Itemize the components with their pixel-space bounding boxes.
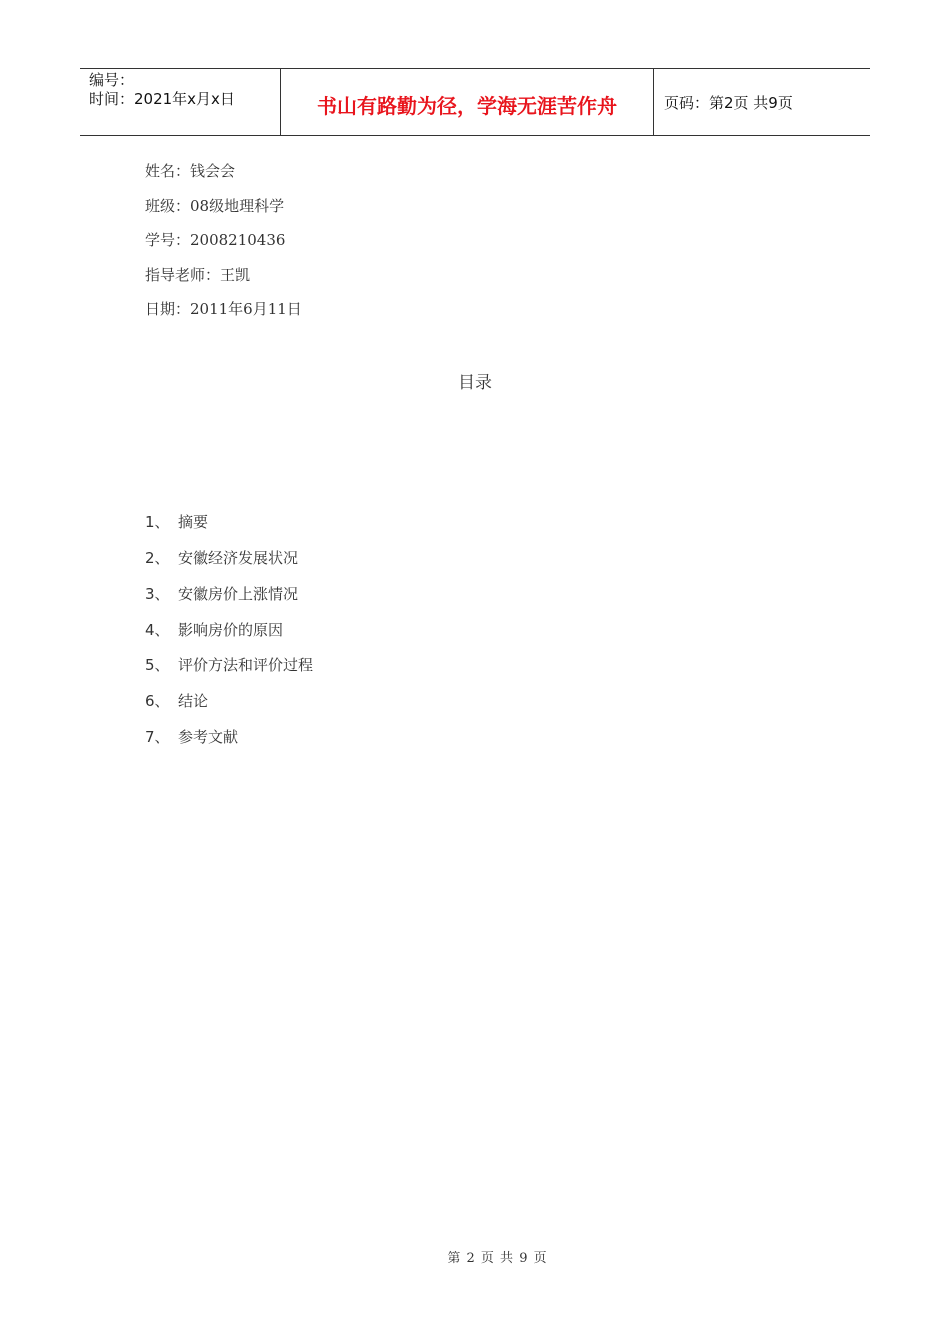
page-footer: 第 2 页 共 9 页 (447, 1251, 548, 1266)
toc-item (145, 691, 208, 711)
toc-item-number: 5、 (145, 656, 170, 674)
toc-item (145, 548, 298, 568)
toc-item-number: 2、 (145, 549, 170, 567)
toc-item-number: 7、 (145, 728, 170, 746)
toc-item-label: 结论 (178, 692, 209, 710)
student-id: 学号：2008210436 (145, 231, 286, 249)
report-date: 日期：2011年6月11日 (145, 300, 302, 318)
toc-title: 目录 (458, 373, 492, 393)
header-left-cell (80, 69, 281, 135)
toc-item-number: 3、 (145, 585, 170, 603)
header-page-info: 页码：第2页 共9页 (664, 94, 793, 112)
toc-item-number: 4、 (145, 621, 170, 639)
student-class: 班级：08级地理科学 (145, 197, 285, 215)
toc-item-label: 评价方法和评价过程 (178, 656, 314, 674)
toc-item-number: 1、 (145, 513, 170, 531)
toc-item (145, 584, 298, 604)
toc-item-label: 安徽房价上涨情况 (178, 585, 299, 603)
toc-item (145, 655, 313, 675)
time-label: 时间：2021年x月x日 (89, 90, 235, 108)
toc-item (145, 727, 238, 747)
serial-label: 编号： (89, 71, 135, 89)
header-motto: 书山有路勤为径，学海无涯苦作舟 (281, 69, 654, 135)
toc-item (145, 620, 283, 640)
toc-item-number: 6、 (145, 692, 170, 710)
toc-item-label: 安徽经济发展状况 (178, 549, 299, 567)
header-table (80, 68, 870, 136)
advisor: 指导老师：王凯 (145, 266, 251, 284)
toc-item-label: 参考文献 (178, 728, 239, 746)
student-name: 姓名：钱会会 (145, 162, 236, 180)
toc-item (145, 512, 208, 532)
toc-item-label: 摘要 (178, 513, 209, 531)
toc-item-label: 影响房价的原因 (178, 621, 284, 639)
